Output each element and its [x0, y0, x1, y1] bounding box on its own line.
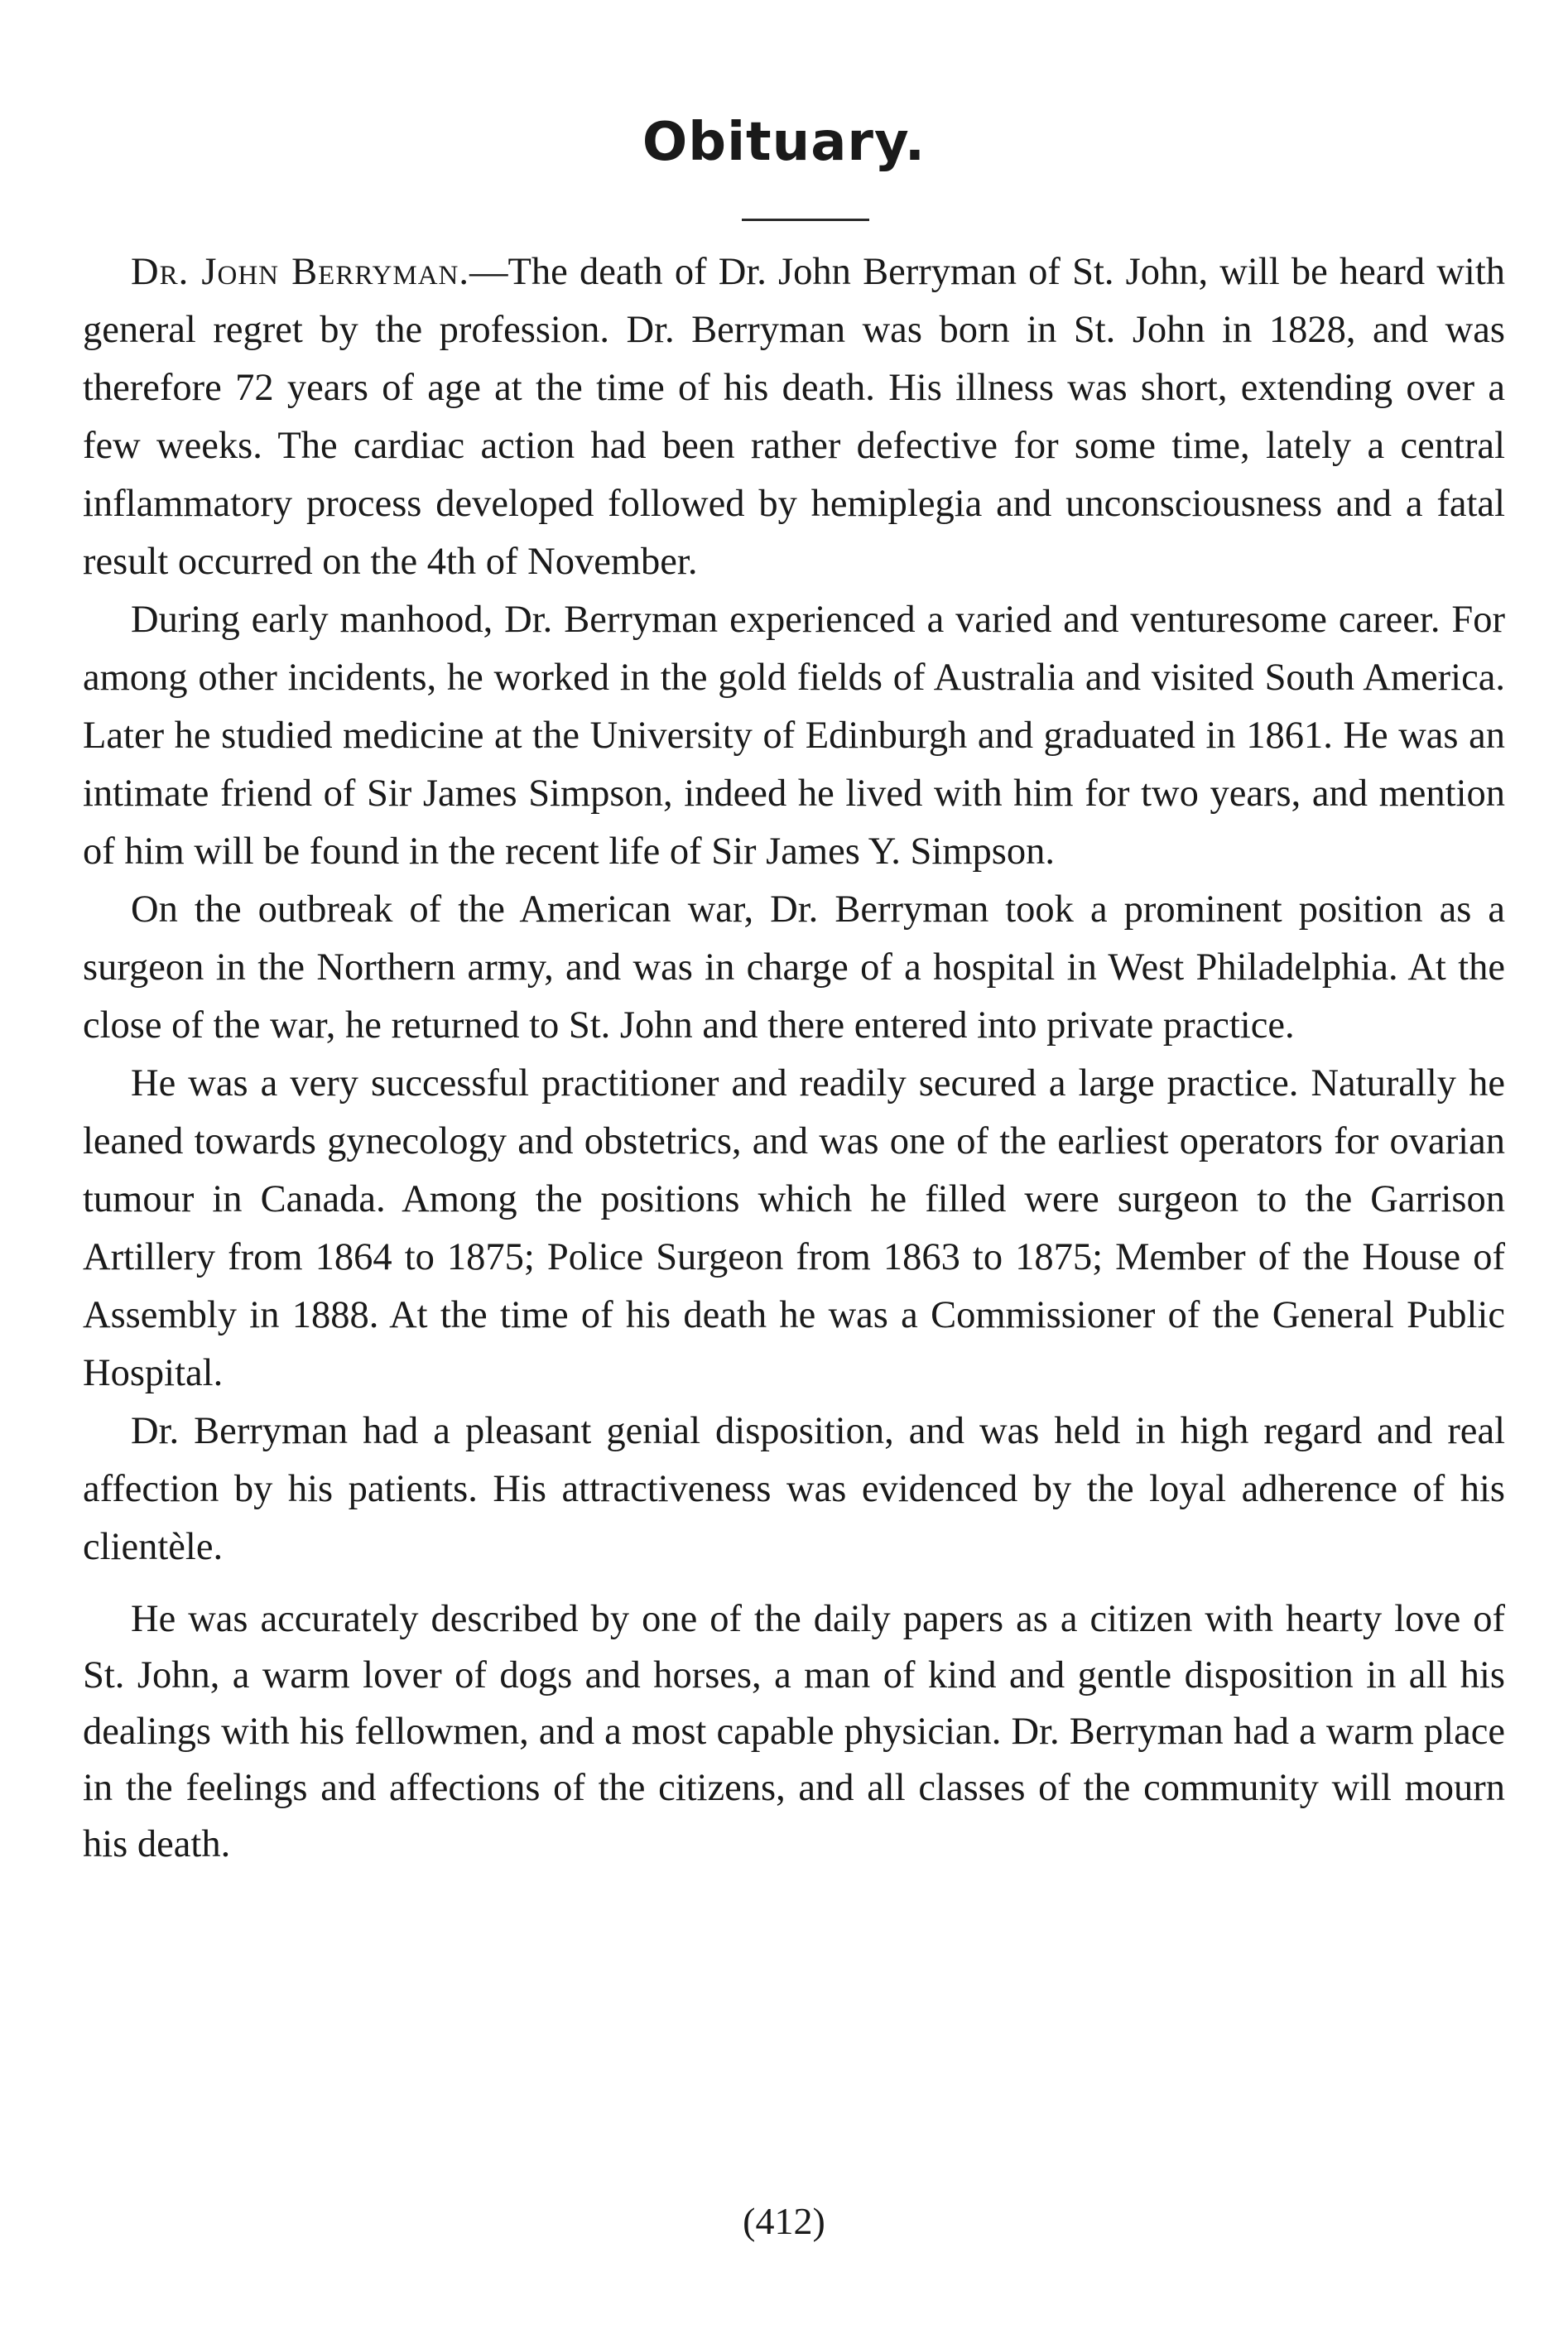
- title-rule: [742, 219, 869, 221]
- paragraph-2: During early manhood, Dr. Berryman experienced a varied and venturesome career. For among other incidents, he worked in the gold fields of Australia and visited South America. Later he studied medicine at the University of Edinburgh and graduated in 1861. He was an intimate friend of Sir James Simpson, indeed he lived with him for two years, and mention of him will be found in the recent life of Sir James Y. Simpson.: [83, 599, 1505, 873]
- paragraph-1-text: —The death of Dr. John Berryman of St. John, will be heard with general regret by the profession. Dr. Berryman was born in St. John in 1828, and was therefore 72 years of age at the time of his death. His illness was short, extending over a few weeks. The cardiac action had been rather defective for some time, lately a central inflammatory process developed followed by hemiplegia and unconsciousness and a fatal result occurred on the 4th of November.: [83, 251, 1505, 583]
- paragraph-3: On the outbreak of the American war, Dr. Berryman took a prominent position as a surgeon in the Northern army, and was in charge of a hospital in West Philadelphia. At the close of the war, he returned to St. John and there entered into private practice.: [83, 888, 1505, 1047]
- paragraph-5: Dr. Berryman had a pleasant genial disposition, and was held in high regard and real affection by his patients. His attractiveness was evidenced by the loyal adherence of his clientèle.: [83, 1410, 1505, 1568]
- paragraph-4: He was a very successful practitioner and readily secured a large practice. Naturally he leaned towards gynecology and obstetrics, and was one of the earliest operators for ovarian tumour in Canada. Among the positions which he filled were surgeon to the Garrison Artillery from 1864 to 1875; Police Surgeon from 1863 to 1875; Member of the House of Assembly in 1888. At the time of his death he was a Commissioner of the General Public Hospital.: [83, 1062, 1505, 1394]
- paragraph-1: [83, 243, 1505, 591]
- page-title: Obituary.: [642, 112, 926, 173]
- lead-name: Dr. John Berryman.: [131, 251, 469, 293]
- page-number: (412): [743, 2200, 825, 2242]
- paragraph-6: He was accurately described by one of the daily papers as a citizen with hearty love of St. John, a warm lover of dogs and horses, a man of kind and gentle disposition in all his dealings with his fellowmen, and a most capable physician. Dr. Berryman had a warm place in the feelings and affections of the citizens, and all classes of the community will mourn his death.: [83, 1598, 1505, 1865]
- obituary-body: [83, 243, 1505, 1873]
